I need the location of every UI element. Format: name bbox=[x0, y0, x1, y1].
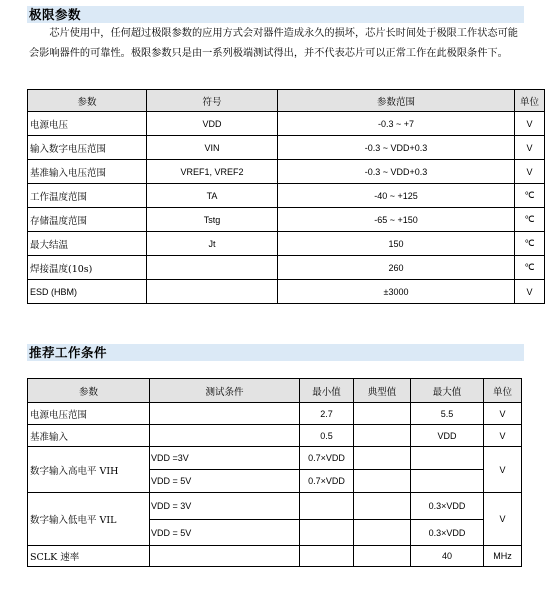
min-cell: 0.7×VDD bbox=[300, 470, 354, 493]
param-cell: 存储温度范围 bbox=[28, 208, 147, 232]
table-row bbox=[28, 403, 522, 425]
typ-cell bbox=[354, 425, 411, 447]
range-cell: 150 bbox=[278, 232, 515, 256]
min-cell bbox=[300, 493, 354, 520]
table-row bbox=[28, 425, 522, 447]
param-cell: SCLK 速率 bbox=[28, 546, 150, 567]
table-row bbox=[28, 184, 545, 208]
condition-cell: VDD =3V bbox=[150, 447, 300, 470]
header-range: 参数范围 bbox=[278, 90, 515, 112]
min-cell: 0.5 bbox=[300, 425, 354, 447]
unit-cell: V bbox=[484, 403, 522, 425]
header-unit: 单位 bbox=[515, 90, 545, 112]
section-title-rec: 推荐工作条件 bbox=[29, 345, 108, 360]
min-cell bbox=[300, 520, 354, 546]
symbol-cell: Tstg bbox=[147, 208, 278, 232]
min-cell bbox=[300, 546, 354, 567]
header-symbol: 符号 bbox=[147, 90, 278, 112]
header-param: 参数 bbox=[28, 90, 147, 112]
header-unit: 单位 bbox=[484, 379, 522, 403]
min-cell: 2.7 bbox=[300, 403, 354, 425]
typ-cell bbox=[354, 470, 411, 493]
section-title-abs-max: 极限参数 bbox=[29, 7, 82, 22]
range-cell: -0.3 ~ +7 bbox=[278, 112, 515, 136]
table-row bbox=[28, 208, 545, 232]
unit-cell: V bbox=[484, 447, 522, 493]
table-row bbox=[28, 546, 522, 567]
max-cell: 5.5 bbox=[411, 403, 484, 425]
table-row bbox=[28, 447, 522, 470]
table-row bbox=[28, 256, 545, 280]
range-cell: -0.3 ~ VDD+0.3 bbox=[278, 160, 515, 184]
typ-cell bbox=[354, 403, 411, 425]
unit-cell: V bbox=[515, 160, 545, 184]
max-cell: 0.3×VDD bbox=[411, 493, 484, 520]
header-max: 最大值 bbox=[411, 379, 484, 403]
max-cell: 40 bbox=[411, 546, 484, 567]
table-row bbox=[28, 136, 545, 160]
typ-cell bbox=[354, 447, 411, 470]
unit-cell: MHz bbox=[484, 546, 522, 567]
param-cell: 输入数字电压范围 bbox=[28, 136, 147, 160]
table-row bbox=[28, 280, 545, 304]
symbol-cell bbox=[147, 256, 278, 280]
min-cell: 0.7×VDD bbox=[300, 447, 354, 470]
abs-max-table-body bbox=[27, 89, 545, 304]
unit-cell: V bbox=[484, 425, 522, 447]
param-cell: 工作温度范围 bbox=[28, 184, 147, 208]
unit-cell: V bbox=[515, 136, 545, 160]
table-row bbox=[28, 493, 522, 520]
condition-cell bbox=[150, 546, 300, 567]
table-header-row bbox=[28, 90, 545, 112]
condition-cell bbox=[150, 403, 300, 425]
table-header-row bbox=[28, 379, 522, 403]
max-cell: 0.3×VDD bbox=[411, 520, 484, 546]
typ-cell bbox=[354, 520, 411, 546]
param-cell: 最大结温 bbox=[28, 232, 147, 256]
param-cell: 数字输入高电平 VIH bbox=[28, 447, 150, 493]
table-row bbox=[28, 112, 545, 136]
header-param: 参数 bbox=[28, 379, 150, 403]
table-row bbox=[28, 160, 545, 184]
section-bar-abs-max bbox=[27, 6, 524, 23]
condition-cell: VDD = 3V bbox=[150, 493, 300, 520]
param-cell: 基准输入 bbox=[28, 425, 150, 447]
condition-cell: VDD = 5V bbox=[150, 520, 300, 546]
max-cell bbox=[411, 470, 484, 493]
symbol-cell: Jt bbox=[147, 232, 278, 256]
range-cell: 260 bbox=[278, 256, 515, 280]
range-cell: -40 ~ +125 bbox=[278, 184, 515, 208]
param-cell: 基准输入电压范围 bbox=[28, 160, 147, 184]
unit-cell: ℃ bbox=[515, 208, 545, 232]
typ-cell bbox=[354, 493, 411, 520]
param-cell: 电源电压 bbox=[28, 112, 147, 136]
range-cell: -0.3 ~ VDD+0.3 bbox=[278, 136, 515, 160]
condition-cell bbox=[150, 425, 300, 447]
header-condition: 测试条件 bbox=[150, 379, 300, 403]
typ-cell bbox=[354, 546, 411, 567]
table-row bbox=[28, 232, 545, 256]
unit-cell: V bbox=[515, 280, 545, 304]
symbol-cell: VIN bbox=[147, 136, 278, 160]
rec-table bbox=[27, 378, 522, 567]
unit-cell: V bbox=[515, 112, 545, 136]
range-cell: -65 ~ +150 bbox=[278, 208, 515, 232]
unit-cell: V bbox=[484, 493, 522, 546]
header-typ: 典型值 bbox=[354, 379, 411, 403]
symbol-cell: VDD bbox=[147, 112, 278, 136]
param-cell: 数字输入低电平 VIL bbox=[28, 493, 150, 546]
header-min: 最小值 bbox=[300, 379, 354, 403]
param-cell: 电源电压范围 bbox=[28, 403, 150, 425]
max-cell bbox=[411, 447, 484, 470]
param-cell: ESD (HBM) bbox=[28, 280, 147, 304]
symbol-cell bbox=[147, 280, 278, 304]
param-cell: 焊接温度(10s) bbox=[28, 256, 147, 280]
unit-cell: ℃ bbox=[515, 256, 545, 280]
intro-paragraph: 芯片使用中，任何超过极限参数的应用方式会对器件造成永久的损坏，芯片长时间处于极限工作状态可能会影响器件的可靠性。极限参数只是由一系列极端测试得出，并不代表芯片可以正常工作在此极限条件下。 bbox=[29, 28, 518, 59]
symbol-cell: VREF1, VREF2 bbox=[147, 160, 278, 184]
condition-cell: VDD = 5V bbox=[150, 470, 300, 493]
unit-cell: ℃ bbox=[515, 232, 545, 256]
unit-cell: ℃ bbox=[515, 184, 545, 208]
max-cell: VDD bbox=[411, 425, 484, 447]
range-cell: ±3000 bbox=[278, 280, 515, 304]
symbol-cell: TA bbox=[147, 184, 278, 208]
